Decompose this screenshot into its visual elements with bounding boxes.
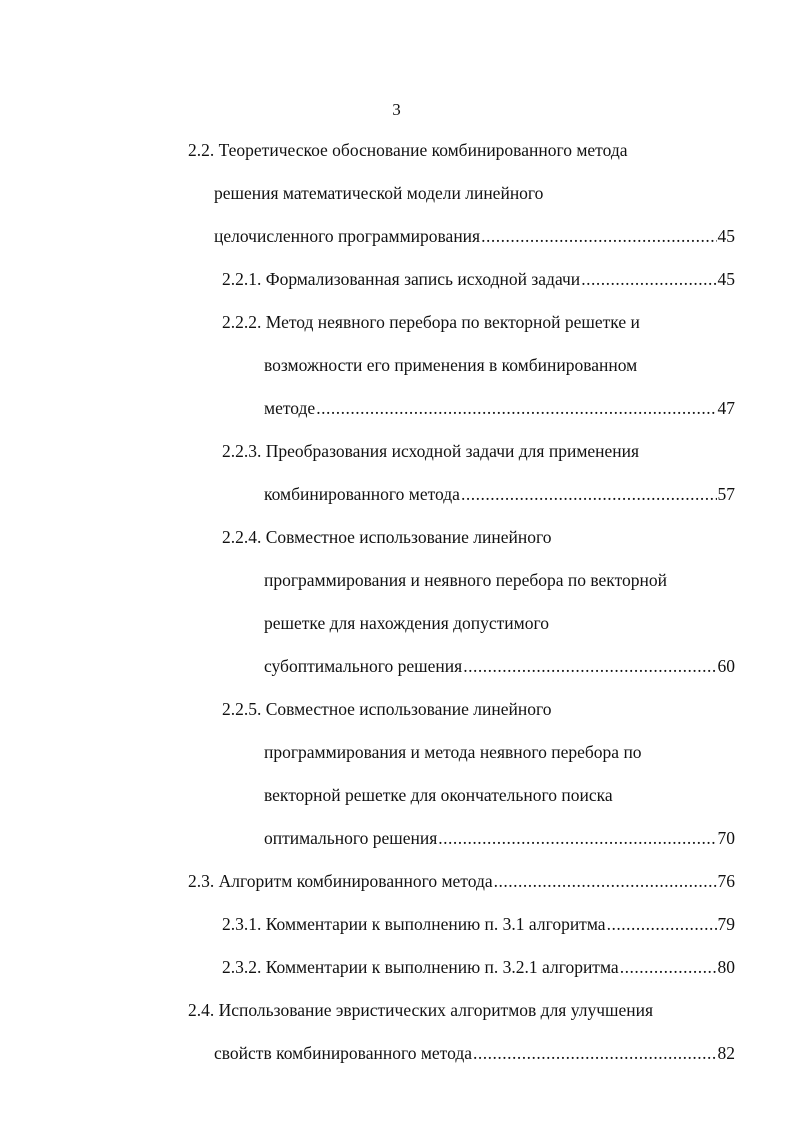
toc-entry-2-2-2-line-3 <box>264 397 735 419</box>
toc-entry-2-2-5-line-2: программирования и метода неявного перебора по <box>264 742 642 762</box>
toc-entry-2-2-3-line-2 <box>264 483 735 505</box>
page-number: 3 <box>392 100 401 119</box>
toc-entry-2-2-3-line-1: 2.2.3. Преобразования исходной задачи для применения <box>222 441 640 461</box>
toc-entry-text: 2.2.1. Формализованная запись исходной задачи <box>222 269 581 289</box>
toc-entry-text: свойств комбинированного метода <box>214 1043 473 1063</box>
toc-entry-2-2-line-3 <box>214 225 735 247</box>
toc-entry-2-3 <box>188 870 735 892</box>
toc-entry-2-3-2 <box>222 956 735 978</box>
leader-dots <box>461 483 717 505</box>
leader-dots <box>581 268 716 290</box>
toc-entry-text: комбинированного метода <box>264 484 460 504</box>
toc-entry-2-2-2-line-1: 2.2.2. Метод неявного перебора по векторной решетке и <box>222 312 640 332</box>
toc-entry-2-2-5-line-3: векторной решетке для окончательного поиска <box>264 785 613 805</box>
leader-dots <box>438 827 716 849</box>
toc-entry-2-2-4-line-2: программирования и неявного перебора по векторной <box>264 570 667 590</box>
toc-entry-text: оптимального решения <box>264 828 438 848</box>
leader-dots <box>316 397 716 419</box>
toc-page-number: 60 <box>717 656 735 676</box>
toc-entry-2-2-1 <box>222 268 735 290</box>
toc-entry-text: целочисленного программирования <box>214 226 481 246</box>
toc-page-number: 45 <box>717 269 735 289</box>
toc-entry-2-2-4-line-3: решетке для нахождения допустимого <box>264 613 549 633</box>
toc-entry-2-2-5-line-1: 2.2.5. Совместное использование линейного <box>222 699 552 719</box>
toc-page-number: 47 <box>717 398 735 418</box>
toc-page-number: 45 <box>717 226 735 246</box>
toc-entry-2-2-line-2: решения математической модели линейного <box>214 183 544 203</box>
toc-entry-text: 2.3. Алгоритм комбинированного метода <box>188 871 493 891</box>
leader-dots <box>607 913 717 935</box>
toc-page-number: 76 <box>717 871 735 891</box>
leader-dots <box>473 1042 716 1064</box>
toc-page-number: 79 <box>717 914 735 934</box>
leader-dots <box>494 870 717 892</box>
toc-entry-2-2-4-line-4 <box>264 655 735 677</box>
toc-entry-2-2-5-line-4 <box>264 827 735 849</box>
toc-entry-2-4-line-2 <box>214 1042 735 1064</box>
toc-entry-2-2-line-1: 2.2. Теоретическое обоснование комбинированного метода <box>188 140 628 160</box>
toc-page-number: 70 <box>717 828 735 848</box>
leader-dots <box>620 956 717 978</box>
toc-page-number: 82 <box>717 1043 735 1063</box>
leader-dots <box>481 225 716 247</box>
toc-entry-2-4-line-1: 2.4. Использование эвристических алгоритмов для улучшения <box>188 1000 654 1020</box>
toc-entry-2-2-4-line-1: 2.2.4. Совместное использование линейного <box>222 527 552 547</box>
toc-entry-text: субоптимального решения <box>264 656 463 676</box>
toc-entry-text: 2.3.1. Комментарии к выполнению п. 3.1 алгоритма <box>222 914 606 934</box>
leader-dots <box>463 655 716 677</box>
toc-entry-2-3-1 <box>222 913 735 935</box>
toc-entry-text: 2.3.2. Комментарии к выполнению п. 3.2.1 алгоритма <box>222 957 619 977</box>
toc-page-number: 57 <box>717 484 735 504</box>
toc-entry-text: методе <box>264 398 316 418</box>
toc-entry-2-2-2-line-2: возможности его применения в комбинированном <box>264 355 638 375</box>
toc-page-number: 80 <box>717 957 735 977</box>
